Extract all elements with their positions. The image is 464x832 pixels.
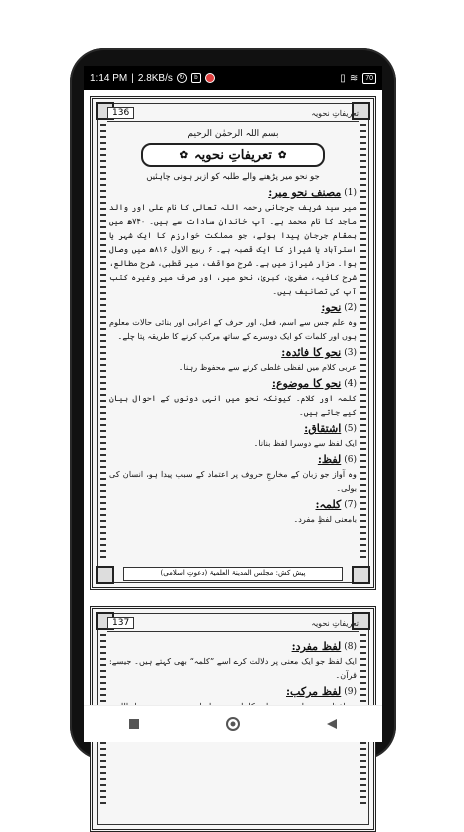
section-heading	[109, 301, 357, 314]
section-text: وہ آواز جو زبان کے مخارجِ حروف پر اعتماد کے سبب پیدا ہو، انسان کی بولی۔	[109, 469, 357, 493]
section-number: (4)	[344, 378, 357, 389]
page-footer: پیش کش: مجلس المدینۃ العلمیۃ (دعوتِ اسلامی)	[123, 567, 343, 581]
side-ornament	[360, 124, 366, 562]
section-title: نحو:	[321, 301, 342, 314]
section-title: لفظ مفرد:	[291, 640, 342, 653]
page-number: 136	[107, 107, 134, 119]
chapter-title	[141, 143, 325, 167]
wifi-icon: ≋	[349, 72, 359, 84]
app-notification-icon	[205, 73, 215, 83]
section-heading	[109, 377, 357, 390]
battery-icon: 70	[362, 73, 376, 84]
header-title: تعریفاتِ نحویہ	[311, 618, 359, 628]
circle-home-icon	[225, 716, 241, 732]
section-heading	[109, 498, 357, 511]
corner-ornament-icon	[352, 566, 370, 584]
section-number: (9)	[344, 686, 357, 697]
section-number: (5)	[344, 423, 357, 434]
status-time: 1:14 PM	[90, 72, 128, 84]
section-heading	[109, 346, 357, 359]
status-left	[90, 73, 215, 84]
section-title: لفظ:	[317, 453, 342, 466]
status-net-speed: 2.8KB/s	[137, 72, 173, 84]
section-title: اشتقاق:	[304, 422, 342, 435]
section-text: کلمہ اور کلام۔ کیونکہ نحو میں انہی دونوں کے احوال بیان کیے جاتے ہیں۔	[109, 393, 357, 417]
section-title: نحو کا فائدہ:	[281, 346, 342, 359]
section-text: ایک لفظ سے دوسرا لفظ بنانا۔	[253, 438, 357, 448]
flower-ornament-icon: ✿	[179, 149, 189, 161]
section-number: (6)	[344, 454, 357, 465]
header-title: تعریفاتِ نحویہ	[311, 108, 359, 118]
chapter-subtitle: جو نحو میر پڑھنے والے طلبہ کو ازبر ہونی چاہئیں	[146, 172, 320, 182]
vibrate-icon: ▯	[340, 72, 346, 84]
page-number: 137	[107, 617, 134, 629]
section-title: نحو کا موضوع:	[271, 377, 342, 390]
status-bar	[84, 66, 382, 90]
section-heading	[109, 453, 357, 466]
section-text: میر سید شریف جرجانی رحمہ اللہ تعالی کا نام علی اور والد ماجد کا نام محمد ہے۔ آپ خاندانِ سادات سے ہیں۔ ۷۴۰ھ میں بمقام جرجان پیدا ہوئے، جو مملکت خوارزم کا ایک شہر یا استرآباد یا شیراز کا ایک قصبہ ہے۔ ۶ ربیع الاول ۸۱۶ھ میں وصال ہوا۔ مزار شیراز میں ہے۔ شرح مواقف، میر قطبی، شرح مطالع، شرح کافیہ، صغریٰ، کبریٰ، نحو میر، اور صرف میر وغیرہ کتب آپ کی تصانیف ہیں۔	[109, 202, 357, 296]
section-title: کلمہ:	[315, 498, 342, 511]
reader-content[interactable]	[84, 90, 382, 706]
section-number: (8)	[344, 641, 357, 652]
back-button[interactable]	[318, 710, 346, 738]
status-right	[340, 73, 376, 84]
section-number: (7)	[344, 499, 357, 510]
side-ornament	[100, 124, 106, 562]
section-text: بامعنی لفظِ مفرد۔	[293, 514, 357, 524]
section-heading	[109, 640, 357, 653]
phone-screen	[84, 66, 382, 742]
section-text: عربی کلام میں لفظی غلطی کرنے سے محفوظ رہنا۔	[178, 362, 357, 372]
separator-icon: |	[131, 72, 134, 84]
section-heading	[109, 685, 357, 698]
recents-button[interactable]	[120, 710, 148, 738]
section-heading	[109, 186, 357, 199]
navigation-bar	[84, 705, 382, 742]
page-header	[107, 105, 359, 122]
section-number: (3)	[344, 347, 357, 358]
book-page	[90, 96, 376, 590]
notification-icon: b	[191, 73, 201, 83]
square-recents-icon	[128, 718, 140, 730]
section-title: لفظ مرکب:	[286, 685, 342, 698]
section-text: وہ علم جس سے اسم، فعل، اور حرف کے اعرابی اور بنائی حالات معلوم ہوں اور کلمات کو ایک دوسرے کے ساتھ مرکب کرنے کا طریقہ پتا چلے۔	[109, 317, 357, 341]
bismillah: بسم اللہ الرحمٰن الرحیم	[187, 129, 279, 139]
chapter-title-text: تعریفاتِ نحویہ	[194, 147, 272, 163]
section-text: ایک لفظ جو ایک معنی پر دلالت کرے اسے ”کلمہ“ بھی کہتے ہیں۔ جیسے: قرآن۔	[109, 656, 357, 680]
page-body	[109, 127, 357, 528]
home-button[interactable]	[219, 710, 247, 738]
sync-icon: ↻	[177, 73, 187, 83]
corner-ornament-icon	[96, 566, 114, 584]
section-number: (1)	[344, 187, 357, 198]
page-header	[107, 615, 359, 632]
section-heading	[109, 422, 357, 435]
section-title: مصنف نحو میر:	[268, 186, 342, 199]
flower-ornament-icon: ✿	[277, 149, 287, 161]
section-number: (2)	[344, 302, 357, 313]
triangle-back-icon	[326, 718, 338, 730]
